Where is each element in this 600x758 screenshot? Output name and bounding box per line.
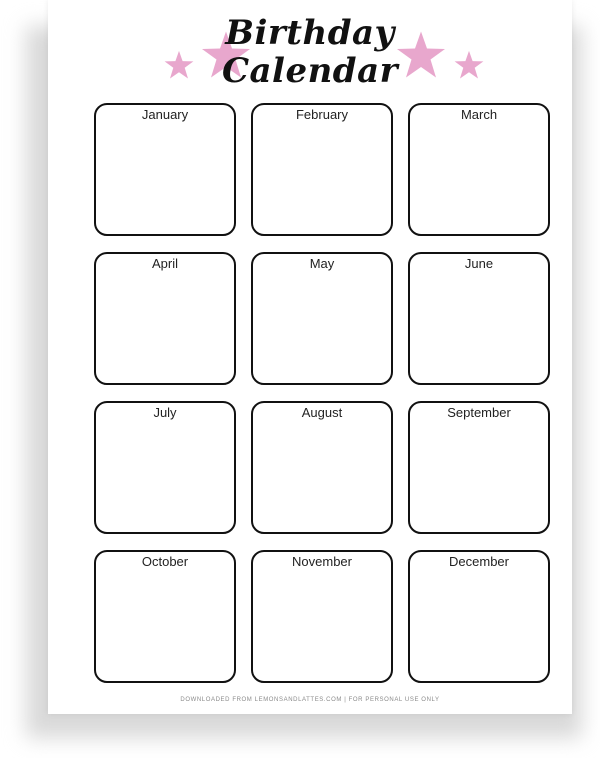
month-label: July [153, 405, 177, 420]
month-grid [94, 103, 554, 687]
month-box-june[interactable] [408, 252, 550, 385]
footer-credit: DOWNLOADED FROM LEMONSANDLATTES.COM | FOR PERSONAL USE ONLY [180, 697, 440, 703]
month-box-march[interactable] [408, 103, 550, 236]
month-box-april[interactable] [94, 252, 236, 385]
month-box-january[interactable] [94, 103, 236, 236]
month-box-december[interactable] [408, 550, 550, 683]
calendar-page [48, 0, 572, 714]
month-box-september[interactable] [408, 401, 550, 534]
month-label: November [292, 554, 352, 569]
month-label: May [309, 256, 335, 271]
month-label: December [449, 554, 509, 569]
month-label: June [464, 256, 494, 271]
month-label: January [141, 107, 189, 122]
title-line-birthday: Birthday [225, 13, 395, 53]
month-label: March [460, 107, 498, 122]
month-box-july[interactable] [94, 401, 236, 534]
month-label: February [295, 107, 349, 122]
month-box-may[interactable] [251, 252, 393, 385]
month-label: April [151, 256, 178, 271]
month-label: August [301, 405, 343, 420]
month-box-february[interactable] [251, 103, 393, 236]
title-line-calendar: Calendar [221, 51, 399, 91]
month-label: September [447, 405, 511, 420]
month-label: October [141, 554, 189, 569]
month-box-october[interactable] [94, 550, 236, 683]
month-box-november[interactable] [251, 550, 393, 683]
month-box-august[interactable] [251, 401, 393, 534]
